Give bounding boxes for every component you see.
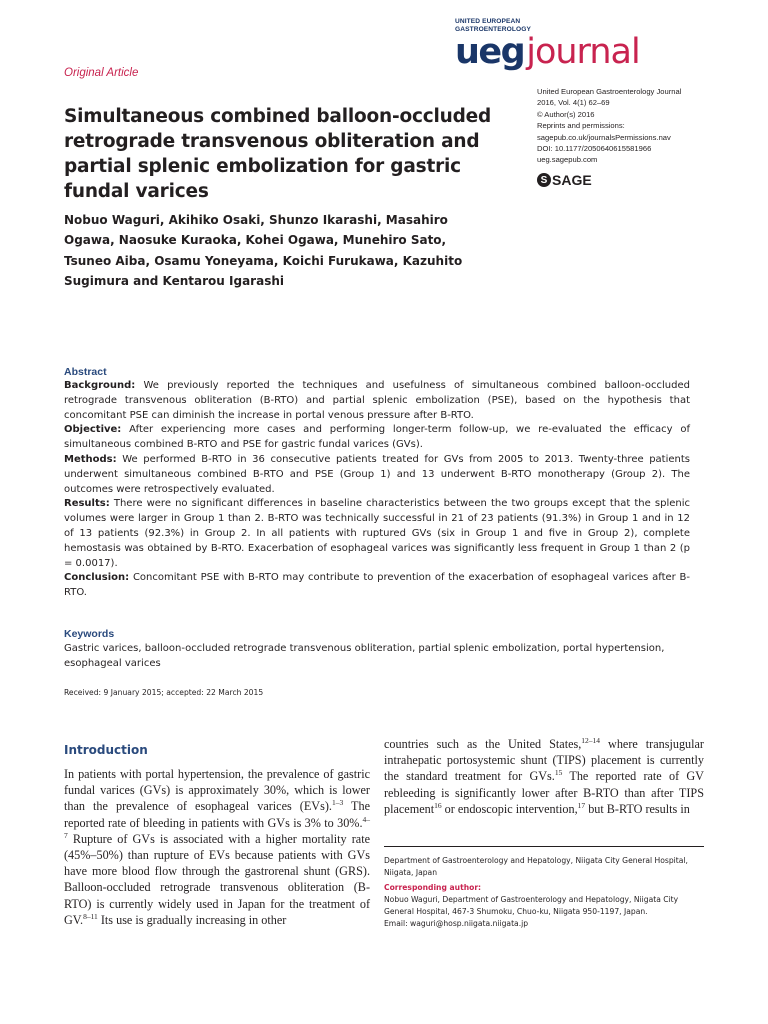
abstract-body	[64, 379, 690, 601]
footnote-divider	[384, 846, 704, 847]
meta-website[interactable]: ueg.sagepub.com	[537, 155, 598, 165]
footnote	[384, 855, 704, 929]
abstract-objective	[64, 423, 690, 453]
citation[interactable]: 4–7	[64, 814, 370, 840]
intro-text: but B-RTO results in	[585, 801, 690, 816]
citation[interactable]: 8–11	[83, 911, 98, 921]
introduction-left-column	[64, 766, 370, 928]
introduction-heading: Introduction	[64, 743, 148, 757]
conclusion-label: Conclusion:	[64, 572, 130, 584]
logo-line-2: GASTROENTEROLOGY	[455, 26, 531, 33]
logo-journal: journal	[526, 32, 640, 72]
intro-text: Its use is gradually increasing in other	[97, 912, 287, 927]
logo-line-1: UNITED EUROPEAN	[455, 18, 521, 25]
journal-logo	[455, 18, 705, 78]
meta-copyright: © Author(s) 2016	[537, 109, 595, 119]
background-label: Background:	[64, 380, 136, 391]
meta-volume: 2016, Vol. 4(1) 62–69	[537, 98, 610, 108]
keywords-heading: Keywords	[64, 628, 115, 640]
corresponding-author-label: Corresponding author:	[384, 883, 482, 893]
corresponding-author: Nobuo Waguri, Department of Gastroenterology and Hepatology, Niigata City General Hospital, 467-3 Shumoku, Chuo-ku, Niigata 950-1197, Japan.	[384, 895, 679, 916]
received-dates: Received: 9 January 2015; accepted: 22 March 2015	[64, 688, 264, 697]
conclusion-text: Concomitant PSE with B-RTO may contribute to prevention of the exacerbation of esophageal varices after B-RTO.	[64, 572, 690, 599]
affiliation: Department of Gastroenterology and Hepatology, Niigata City General Hospital, Niigata, Japan	[384, 856, 688, 877]
objective-text: After experiencing more cases and performing longer-term follow-up, we re-evaluated the efficacy of simultaneous combined B-RTO and PSE for gastric fundal varices (GVs).	[64, 424, 690, 451]
email-address[interactable]: Email: waguri@hosp.niigata.niigata.jp	[384, 918, 529, 928]
logo-wordmark	[455, 32, 640, 78]
article-type: Original Article	[64, 67, 139, 79]
intro-text: The reported rate of bleeding in patients with GVs is 3% to 30%.	[64, 799, 370, 830]
objective-label: Objective:	[64, 424, 122, 436]
intro-text: In patients with portal hypertension, the prevalence of gastric fundal varices (GVs) is approximately 30%, which is lower than the prevalence of esophageal varices (EVs).	[64, 767, 370, 814]
keywords-text: Gastric varices, balloon-occluded retrograde transvenous obliteration, partial splenic embolization, portal hypertension, esophageal varices	[64, 643, 665, 669]
citation[interactable]: 16	[434, 800, 442, 810]
methods-label: Methods:	[64, 453, 117, 465]
citation[interactable]: 17	[577, 800, 586, 810]
intro-text: The reported rate of GV rebleeding is significantly lower after B-RTO than after TIPS placement	[384, 769, 704, 816]
abstract-heading: Abstract	[64, 366, 107, 378]
intro-text: countries such as the United States,	[384, 737, 582, 751]
publisher-logo	[537, 172, 592, 188]
citation[interactable]: 12–14	[581, 736, 601, 745]
citation[interactable]: 1–3	[331, 798, 344, 808]
meta-journal-name: United European Gastroenterology Journal	[537, 87, 682, 96]
citation[interactable]: 15	[554, 768, 563, 778]
methods-text: We performed B-RTO in 36 consecutive patients treated for GVs from 2005 to 2013. Twenty-three patients underwent simultaneous combined B-RTO and PSE (Group 1) and 13 underwent B-RTO monotherapy (Group 2). The outcomes were retrospectively evaluated.	[64, 453, 690, 495]
intro-text: or endoscopic intervention,	[441, 801, 578, 816]
intro-text: Rupture of GVs is associated with a higher mortality rate (45%–50%) than rupture of EVs because patients with GVs have more blood flow through the gastrorenal shunt (GRS). Balloon-occluded retrograde transvenous obliteration (B-RTO) is currently widely used in Japan for the treatment of GV.	[64, 831, 370, 927]
introduction-right-column	[384, 736, 704, 817]
results-text: There were no significant differences in baseline characteristics between the two groups except that the splenic volumes were larger in Group 1 than 2. B-RTO was technically successful in 21 of 23 patients (91.3%) in Group 1 and in 12 of 13 patients (92.3%) in Group 2. In all patients with ruptured GVs (six in Group 1 and five in Group 2), complete hemostasis was obtained by B-RTO. Exacerbation of esophageal varices was significantly less frequent in Group 1 than 2 (p = 0.0017).	[64, 498, 690, 569]
abstract-methods	[64, 453, 690, 497]
results-label: Results:	[64, 498, 110, 510]
meta-doi[interactable]: DOI: 10.1177/2050640615581966	[537, 144, 652, 154]
background-text: We previously reported the techniques and usefulness of simultaneous combined balloon-occluded retrograde transvenous obliteration (B-RTO) and partial splenic embolization (PSE), based on the hypothesis that concomitant PSE can diminish the increase in portal venous pressure after B-RTO.	[64, 380, 690, 421]
journal-meta	[537, 86, 737, 166]
author-list: Nobuo Waguri, Akihiko Osaki, Shunzo Ikarashi, Masahiro Ogawa, Naosuke Kuraoka, Kohei Ogawa, Munehiro Sato, Tsuneo Aiba, Osamu Yoneyama, Koichi Furukawa, Kazuhito Sugimura and Kentarou Igarashi	[64, 213, 463, 289]
article-title: Simultaneous combined balloon-occluded retrograde transvenous obliteration and partial splenic embolization for gastric fundal varices	[64, 106, 492, 202]
abstract-results	[64, 497, 690, 571]
meta-reprints: Reprints and permissions:	[537, 121, 625, 131]
publisher-name: SAGE	[552, 172, 592, 188]
sage-icon: S	[537, 173, 551, 187]
intro-text: where transjugular intrahepatic portosystemic shunt (TIPS) placement is currently the standard treatment for GVs.	[384, 737, 704, 784]
meta-permissions-link[interactable]: sagepub.co.uk/journalsPermissions.nav	[537, 132, 671, 142]
logo-ueg: ueg	[455, 32, 525, 72]
abstract-conclusion	[64, 571, 690, 601]
abstract-background	[64, 379, 690, 423]
